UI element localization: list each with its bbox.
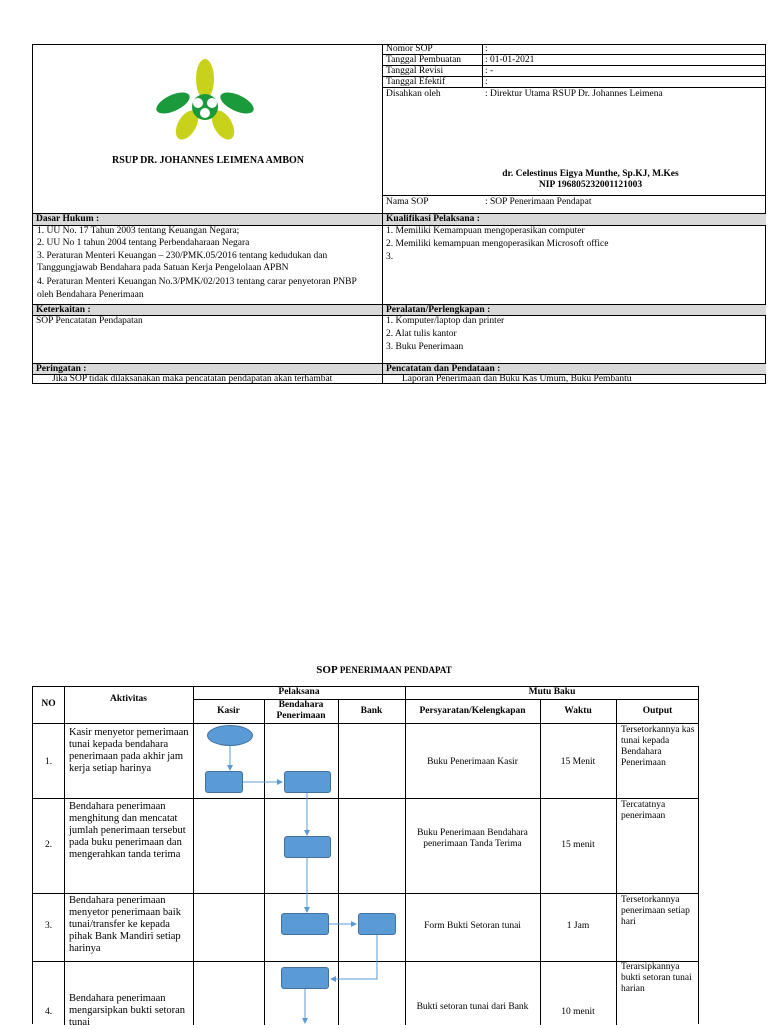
header-mutu-baku: Mutu Baku <box>528 687 576 697</box>
kualifikasi-item: 1. Memiliki Kemampuan mengoperasikan computer <box>386 226 585 236</box>
meta-value: : Direktur Utama RSUP Dr. Johannes Leimena <box>485 89 663 99</box>
signer-name: dr. Celestinus Eigya Munthe, Sp.KJ, M.Kes <box>502 169 679 179</box>
kualifikasi-item: 2. Memiliki kemampuan mengoperasikan Microsoft office <box>386 239 609 249</box>
dasar-hukum-item: oleh Bendahara Penerimaan <box>37 290 144 300</box>
nama-sop-label: Nama SOP <box>386 197 429 207</box>
peralatan-item: 3. Buku Penerimaan <box>386 342 464 352</box>
row-no: 4. <box>44 1007 53 1017</box>
row-aktivitas: Kasir menyetor pemerimaan tunai kepada bendahara penerimaan pada akhir jam kerja setiap harinya <box>69 727 189 774</box>
sop-header-table <box>32 44 766 384</box>
nama-sop-value: : SOP Penerimaan Pendapat <box>485 197 592 207</box>
meta-label: Tanggal Revisi <box>386 66 444 76</box>
meta-label: Tanggal Efektif <box>386 77 446 87</box>
keterkaitan-title: Keterkaitan : <box>36 305 91 315</box>
row-no: 2. <box>44 840 53 850</box>
row-waktu: 15 Menit <box>560 757 596 767</box>
dasar-hukum-title: Dasar Hukum : <box>36 214 100 224</box>
row-aktivitas: Bendahara penerimaan menghitung dan mencatat jumlah penerimaan tersebut pada buku penerimaan dan mengerahkan tanda terima <box>69 801 186 860</box>
dasar-hukum-item: 4. Peraturan Menteri Keuangan No.3/PMK/02/2013 tentang carar penyetoran PNBP <box>37 277 357 287</box>
header-waktu: Waktu <box>564 706 592 716</box>
row-persyaratan: Form Bukti Setoran tunai <box>424 921 521 931</box>
header-bendahara: Bendahara Penerimaan <box>276 700 326 721</box>
row-aktivitas: Bendahara penerimaan menyetor penerimaan baik tunai/transfer ke kepada pihak Bank Mandiri setiap harinya <box>69 895 181 954</box>
flow-title-sub: PENERIMAAN PENDAPAT <box>339 665 452 675</box>
row-output: Tersetorkannya kas tunai kepada Bendahara Penerimaan <box>621 725 695 768</box>
row-output: Tersetorkannya penerimaan setiap hari <box>621 895 690 927</box>
flow-table <box>32 686 699 1028</box>
row-aktivitas: Bendahara penerimaan mengarsipkan bukti setoran tunai <box>69 993 186 1028</box>
kualifikasi-item: 3. <box>386 252 394 262</box>
dasar-hukum-item: 3. Peraturan Menteri Keuangan – 230/PMK.05/2016 tentang kedudukan dan <box>37 251 328 261</box>
header-kasir: Kasir <box>217 706 240 716</box>
peralatan-item: 2. Alat tulis kantor <box>386 329 457 339</box>
meta-label: Tanggal Pembuatan <box>386 55 462 65</box>
flow-title <box>0 664 768 676</box>
kualifikasi-title: Kualifikasi Pelaksana : <box>386 214 480 224</box>
meta-label: Nomor SOP <box>386 44 433 54</box>
header-aktivitas: Aktivitas <box>110 694 147 704</box>
header-bank: Bank <box>360 706 383 716</box>
flow-arrows <box>33 687 700 1025</box>
row-waktu: 1 Jam <box>566 921 590 931</box>
peralatan-title: Peralatan/Perlengkapan : <box>386 305 491 315</box>
header-persyaratan: Persyaratan/Kelengkapan <box>419 706 526 716</box>
row-no: 3. <box>44 921 53 931</box>
meta-value: : <box>485 77 488 87</box>
peralatan-item: 1. Komputer/laptop dan printer <box>386 316 505 326</box>
keterkaitan-text: SOP Pencatatan Pendapatan <box>36 316 143 326</box>
peringatan-title: Peringatan : <box>36 364 87 374</box>
row-output: Tercatatnya penerimaan <box>621 800 666 821</box>
peringatan-text: Jika SOP tidak dilaksanakan maka pencatatan pendapatan akan terhambat <box>52 374 333 384</box>
header-output: Output <box>642 706 673 716</box>
row-no: 1. <box>44 757 53 767</box>
header-no: NO <box>41 699 56 709</box>
row-waktu: 10 menit <box>561 1007 595 1017</box>
row-persyaratan: Buku Penerimaan Bendahara penerimaan Tanda Terima <box>417 828 528 849</box>
row-waktu: 15 menit <box>561 840 595 850</box>
meta-value: : <box>485 44 488 54</box>
signer-nip: NIP 196805232001121003 <box>538 180 643 190</box>
meta-label: Disahkan oleh <box>386 89 441 99</box>
row-persyaratan: Bukti setoran tunai dari Bank <box>416 1002 529 1012</box>
hospital-logo <box>155 57 255 143</box>
pencatatan-text: Laporan Penerimaan dan Buku Kas Umum, Buku Pembantu <box>402 374 632 384</box>
meta-value: : 01-01-2021 <box>485 55 535 65</box>
meta-value: : - <box>485 66 494 76</box>
dasar-hukum-item: Tanggungjawab Bendahara pada Satuan Kerja Pengelolaan APBN <box>37 263 289 273</box>
flow-title-main: SOP <box>316 664 340 676</box>
dasar-hukum-item: 1. UU No. 17 Tahun 2003 tentang Keuangan Negara; <box>37 226 240 236</box>
row-persyaratan: Buku Penerimaan Kasir <box>427 757 518 767</box>
dasar-hukum-item: 2. UU No 1 tahun 2004 tentang Perbendaharaan Negara <box>37 238 250 248</box>
header-pelaksana: Pelaksana <box>278 687 320 697</box>
organization-name: RSUP DR. JOHANNES LEIMENA AMBON <box>112 155 304 166</box>
pencatatan-title: Pencatatan dan Pendataan : <box>386 364 501 374</box>
row-output: Terarsipkannya bukti setoran tunai harian <box>621 962 692 994</box>
